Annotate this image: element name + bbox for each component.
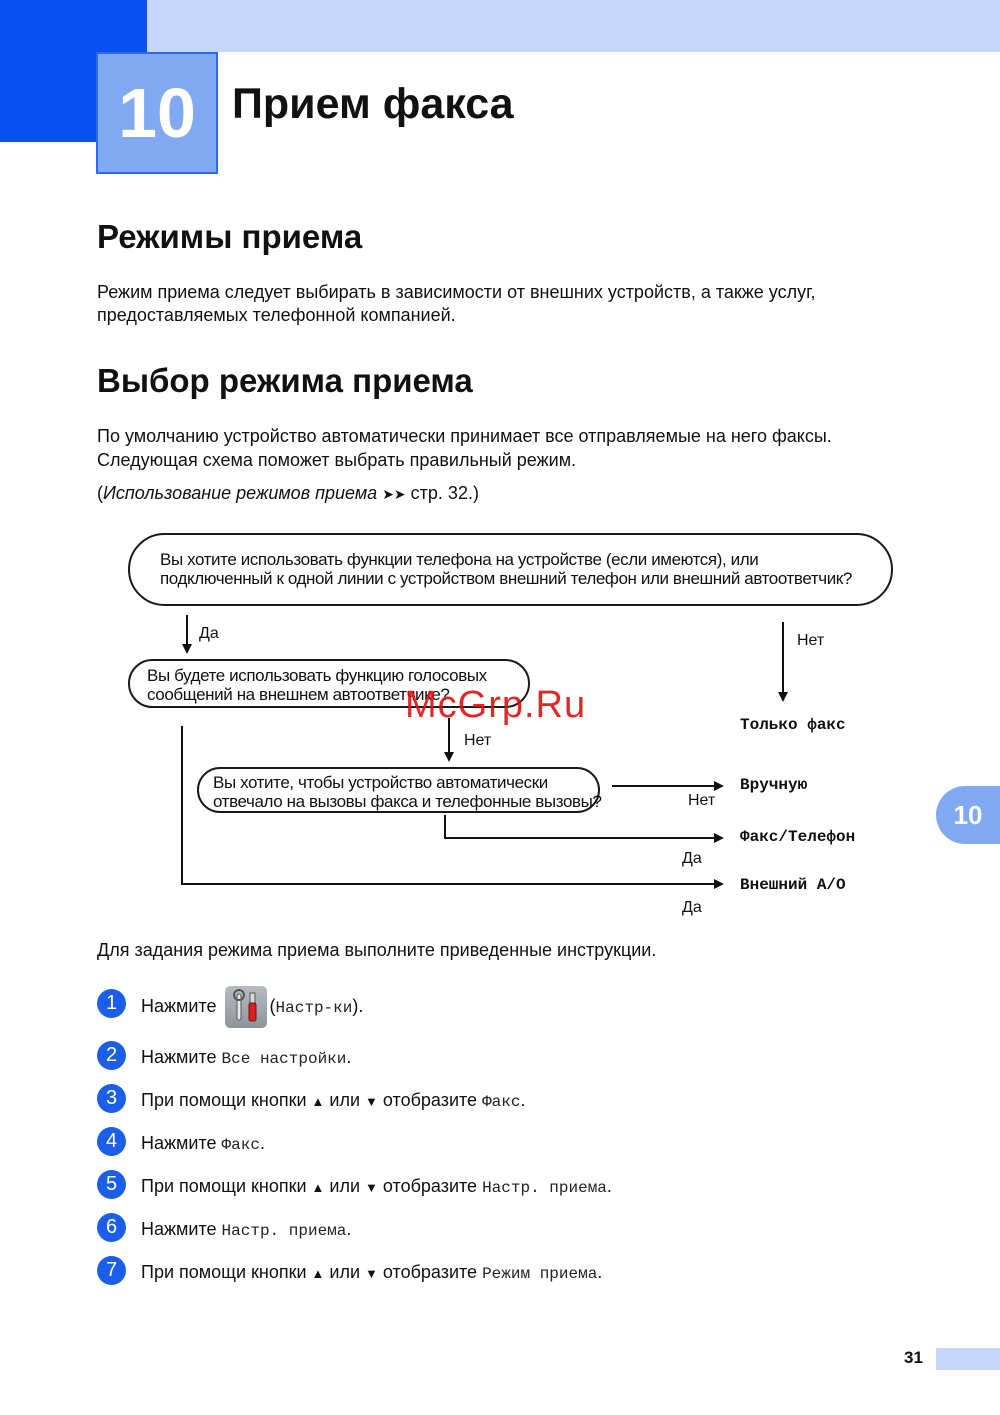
up-arrow-icon: ▲ bbox=[311, 1094, 325, 1109]
label-no-q2: Нет bbox=[464, 732, 492, 749]
down-arrow-icon: ▼ bbox=[365, 1094, 378, 1109]
up-arrow-icon: ▲ bbox=[311, 1266, 325, 1281]
step-3-code: Факс bbox=[482, 1093, 521, 1111]
step-5-mid: или bbox=[324, 1176, 366, 1196]
q1-line1: Вы хотите использовать функции телефона на устройстве (если имеются), или bbox=[160, 550, 759, 569]
step-7 bbox=[141, 1260, 602, 1286]
step-number-5: 5 bbox=[97, 1170, 126, 1199]
step-number-3: 3 bbox=[97, 1084, 126, 1113]
step-4-post: . bbox=[259, 1133, 265, 1153]
step-6-code: Настр. приема bbox=[221, 1222, 347, 1240]
q3-line1: Вы хотите, чтобы устройство автоматически bbox=[213, 773, 548, 792]
down-arrow-icon: ▼ bbox=[365, 1266, 378, 1281]
watermark-text: McGrp.Ru bbox=[405, 684, 587, 726]
step-3-post: . bbox=[520, 1090, 526, 1110]
page-number: 31 bbox=[904, 1348, 923, 1367]
step-number-7: 7 bbox=[97, 1256, 126, 1285]
step-7-code: Режим приема bbox=[482, 1265, 598, 1283]
step-5 bbox=[141, 1174, 612, 1200]
step-1 bbox=[141, 985, 363, 1029]
step-1-paren: ( bbox=[269, 996, 276, 1016]
step-2 bbox=[141, 1045, 351, 1071]
section1-paragraph-line2: предоставляемых телефонной компанией. bbox=[97, 305, 456, 325]
result-manual: Вручную bbox=[740, 776, 808, 794]
flowchart-question-1 bbox=[128, 533, 893, 606]
step-5-code: Настр. приема bbox=[482, 1179, 607, 1197]
step-5-post: . bbox=[606, 1176, 612, 1196]
q2-line2: сообщений на внешнем автоответчике? bbox=[147, 685, 450, 704]
step-1-code: Настр-ки bbox=[275, 999, 353, 1017]
label-no-q3: Нет bbox=[688, 792, 716, 809]
ref-link-text[interactable]: Использование режимов приема bbox=[103, 483, 378, 503]
q2-line1: Вы будете использовать функцию голосовых bbox=[147, 666, 487, 685]
step-number-6: 6 bbox=[97, 1213, 126, 1242]
flowchart-question-3 bbox=[197, 767, 600, 813]
section2-paragraph-line1: По умолчанию устройство автоматически принимает все отправляемые на него факсы. bbox=[97, 426, 832, 446]
step-7-text: При помощи кнопки bbox=[141, 1262, 312, 1282]
step-5-text: При помощи кнопки bbox=[141, 1176, 312, 1196]
label-no-q1: Нет bbox=[797, 632, 825, 649]
step-number-2: 2 bbox=[97, 1041, 126, 1070]
step-6 bbox=[141, 1217, 351, 1243]
down-arrow-icon: ▼ bbox=[365, 1180, 378, 1195]
footer-bar bbox=[936, 1348, 1000, 1370]
chapter-side-tab: 10 bbox=[936, 786, 1000, 844]
section-heading-choose-mode: Выбор режима приема bbox=[97, 362, 473, 399]
chapter-title: Прием факса bbox=[232, 80, 514, 128]
q3-line2: отвечало на вызовы факса и телефонные вызовы? bbox=[213, 792, 602, 811]
label-yes-q3: Да bbox=[682, 850, 702, 867]
step-3-text: При помощи кнопки bbox=[141, 1090, 312, 1110]
step-7-post: . bbox=[597, 1262, 603, 1282]
step-4-text: Нажмите bbox=[141, 1133, 222, 1153]
section1-paragraph-line1: Режим приема следует выбирать в зависимости от внешних устройств, а также услуг, bbox=[97, 282, 816, 302]
step-3-text2: отобразите bbox=[377, 1090, 483, 1110]
result-fax-tel: Факс/Телефон bbox=[740, 828, 856, 846]
step-number-1: 1 bbox=[97, 989, 126, 1018]
ref-open-paren: ( bbox=[97, 483, 103, 503]
step-2-post: . bbox=[346, 1047, 352, 1067]
step-1-post: ). bbox=[352, 996, 364, 1016]
up-arrow-icon: ▲ bbox=[311, 1180, 325, 1195]
section-heading-receive-modes: Режимы приема bbox=[97, 218, 363, 255]
step-1-text: Нажмите bbox=[141, 996, 222, 1016]
q1-line2: подключенный к одной линии с устройством внешний телефон или внешний автоответчик? bbox=[160, 569, 852, 588]
settings-tools-icon[interactable] bbox=[225, 986, 267, 1028]
label-yes-q2: Да bbox=[682, 899, 702, 916]
step-3 bbox=[141, 1088, 526, 1114]
step-3-mid: или bbox=[324, 1090, 366, 1110]
section2-paragraph-line2: Следующая схема поможет выбрать правильный режим. bbox=[97, 450, 577, 470]
step-7-text2: отобразите bbox=[377, 1262, 483, 1282]
result-external-tad: Внешний А/О bbox=[740, 876, 846, 894]
double-arrow-icon: ➤➤ bbox=[382, 486, 406, 502]
step-4 bbox=[141, 1131, 265, 1157]
result-fax-only: Только факс bbox=[740, 716, 846, 734]
step-7-mid: или bbox=[324, 1262, 366, 1282]
step-2-code: Все настройки bbox=[221, 1050, 347, 1068]
step-6-post: . bbox=[346, 1219, 352, 1239]
step-4-code: Факс bbox=[221, 1136, 260, 1154]
chapter-number: 10 bbox=[96, 52, 218, 174]
ref-page: стр. 32.) bbox=[405, 483, 479, 503]
step-5-text2: отобразите bbox=[377, 1176, 483, 1196]
label-yes-q1: Да bbox=[199, 625, 219, 642]
step-number-4: 4 bbox=[97, 1127, 126, 1156]
steps-intro: Для задания режима приема выполните приведенные инструкции. bbox=[97, 940, 657, 960]
step-2-text: Нажмите bbox=[141, 1047, 222, 1067]
arrow-q3-yes bbox=[445, 815, 722, 838]
step-6-text: Нажмите bbox=[141, 1219, 222, 1239]
